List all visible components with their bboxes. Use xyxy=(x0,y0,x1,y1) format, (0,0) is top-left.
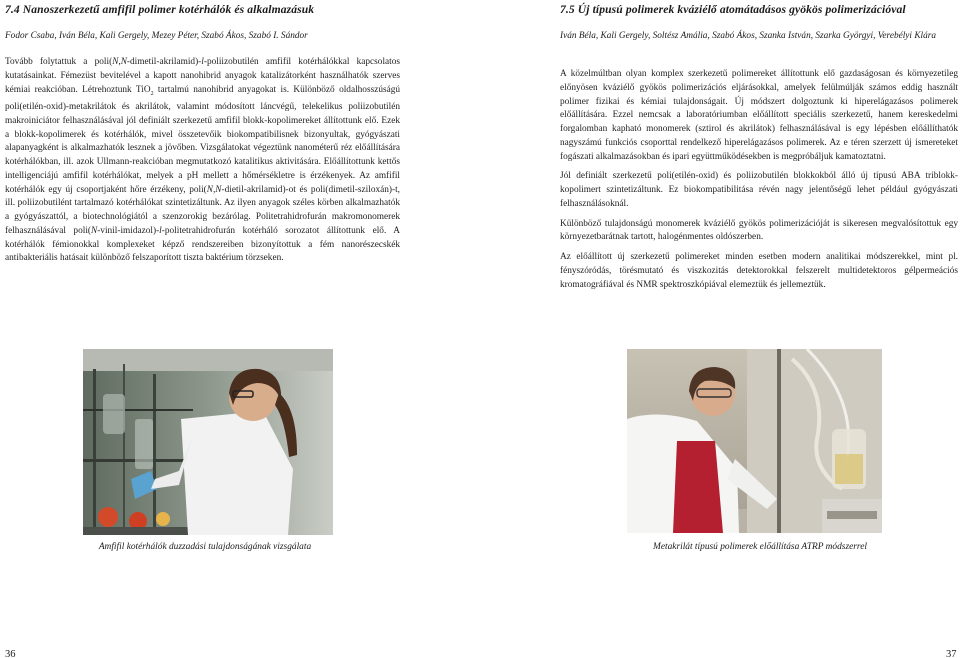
authors-7-5-text: Iván Béla, Kali Gergely, Soltész Amália, Szabó Ákos, Szanka István, Szarka Györgyi, Verebélyi Klára xyxy=(560,31,937,41)
page-number-right: 37 xyxy=(946,649,957,658)
paragraph: Az előállított új szerkezetű polimereket minden esetben modern analitikai módszerekkel, mint pl. fényszóródás, törésmutató és viszkozitás detektorokkal felszerelt multidetektoros gélpermeációs kromatográfiával és NMR spektroszkópiával elemeztük és jellemeztük. xyxy=(560,252,958,290)
body-text-7-4: Tovább folytattuk a poli(N,N-dimetil-akrilamid)-l-poliizobutilén amfifil kotérhálókkal kapcsolatos kutatásainkat. Fémezüst bevitelével a kapott nanohibrid anyagok katalizátorként használhatók szerves kémiai reakcióban. Létrehoztunk TiO$_2$ tartalmú nanohibrid anyagokat is. Különböző oldalhosszúságú poli(etilén-oxid)-metakrilátok és akrilátok, valamint módosított láncvégű, telekelikus poliizobutilén makroiniciátor felhasználásával jól definiált szerkezetű amfifil blokk-kopolimereket állítottunk elő. Ezek a blokk-kopolimerek és kotérhálók, mivel összetevőik biokompatibilisnek bizonyultak, gyógyászati alapanyagként is alkalmazhatók lesznek a jövőben. Vizsgálatokat végeztünk nanométerű réz előállítására kotérhálókban, ill. azok Ullmann-reakcióban megmutatkozó katalitikus aktivitására. Előállítottunk kettős intelligenciájú amfifil kotérhálókat, melyek a pH mellett a hőmérsékletre is érzékenyek. Az amfifil kotérhálók egy új csoportjaként hőre érzékeny, poli(N,N-dietil-akrilamid)-ot és poli(dimetil-sziloxán)-t, ill. poliizobutilént tartalmazó kotérhálókat szintetizáltunk. Az ilyen anyagok széles körben alkalmazhatók a gyógyászattól, a biotechnológiától a szenzorokig bezárólag. Politetrahidrofurán makromonomerek felhasználásával poli(N-vinil-imidazol)-l-politetrahidrofurán kotérháló sorozatot állítottunk elő. A kotérhálók fémionokkal komplexeket képző rendszereiben bizonyítottuk a fém nanorészecskék antibakteriális hatásait különböző felszaporított tiszta baktérium törzseken. xyxy=(5,57,401,264)
lab-photo-swelling-test xyxy=(83,349,333,535)
authors-7-4: Fodor Csaba, Iván Béla, Kali Gergely, Mezey Péter, Szabó Ákos, Szabó I. Sándor xyxy=(5,31,308,41)
paragraph: Különböző tulajdonságú monomerek kváziélő gyökös polimerizációját is sikeresen megvalósítottuk egy környezetbarátnak tartott, halogénmentes oldószerben. xyxy=(560,218,958,243)
page-number-left: 36 xyxy=(5,649,16,658)
section-heading-7-5: 7.5 Új típusú polimerek kváziélő atomátadásos gyökös polimerizációval xyxy=(560,3,906,16)
right-page xyxy=(480,0,960,658)
paragraph: A közelmúltban olyan komplex szerkezetű polimereket állítottunk elő gazdaságosan és környezetileg előnyösen kváziélő gyökös polimerizációs eljárásokkal, amelyek felülmúlják számos eddig használt polimer fizikai és kémiai tulajdonságait. Új módszert dolgoztunk ki hiperelágazásos polimerek előállítására. Ezzel nemcsak a laboratóriumban előállított speciális szerkezetű, hanem kereskedelmi forgalomban kapható monomerek (sztirol és akrilátok) felhasználásával is egy lépésben előállíthatók nagyszámú funkciós csoporttal rendelkező hiperelágazásos polimerek. Az e téren szerzett új ismereteket fogászati alkalmazásokban és ipari együttműködésekben is megpróbáljuk kamatoztatni. xyxy=(560,69,958,162)
photo-caption-7-5: Metakrilát típusú polimerek előállítása ATRP módszerrel xyxy=(653,542,867,552)
lab-photo-atrp-synthesis xyxy=(627,349,882,533)
body-text-7-5 xyxy=(560,68,958,292)
photo-caption-7-4: Amfifil kotérhálók duzzadási tulajdonságának vizsgálata xyxy=(98,542,312,552)
authors-7-5 xyxy=(560,29,960,43)
section-heading-7-4: 7.4 Nanoszerkezetű amfifil polimer kotérhálók és alkalmazásuk xyxy=(5,3,315,16)
paragraph: Jól definiált szerkezetű poli(etilén-oxid) és poliizobutilén blokkokból álló új típusú ABA triblokk-kopolimert szintetizáltunk. Ez biokompatibilitása révén nagy jelentőségű lehet például gyógyászati felhasználásoknál. xyxy=(560,171,958,209)
